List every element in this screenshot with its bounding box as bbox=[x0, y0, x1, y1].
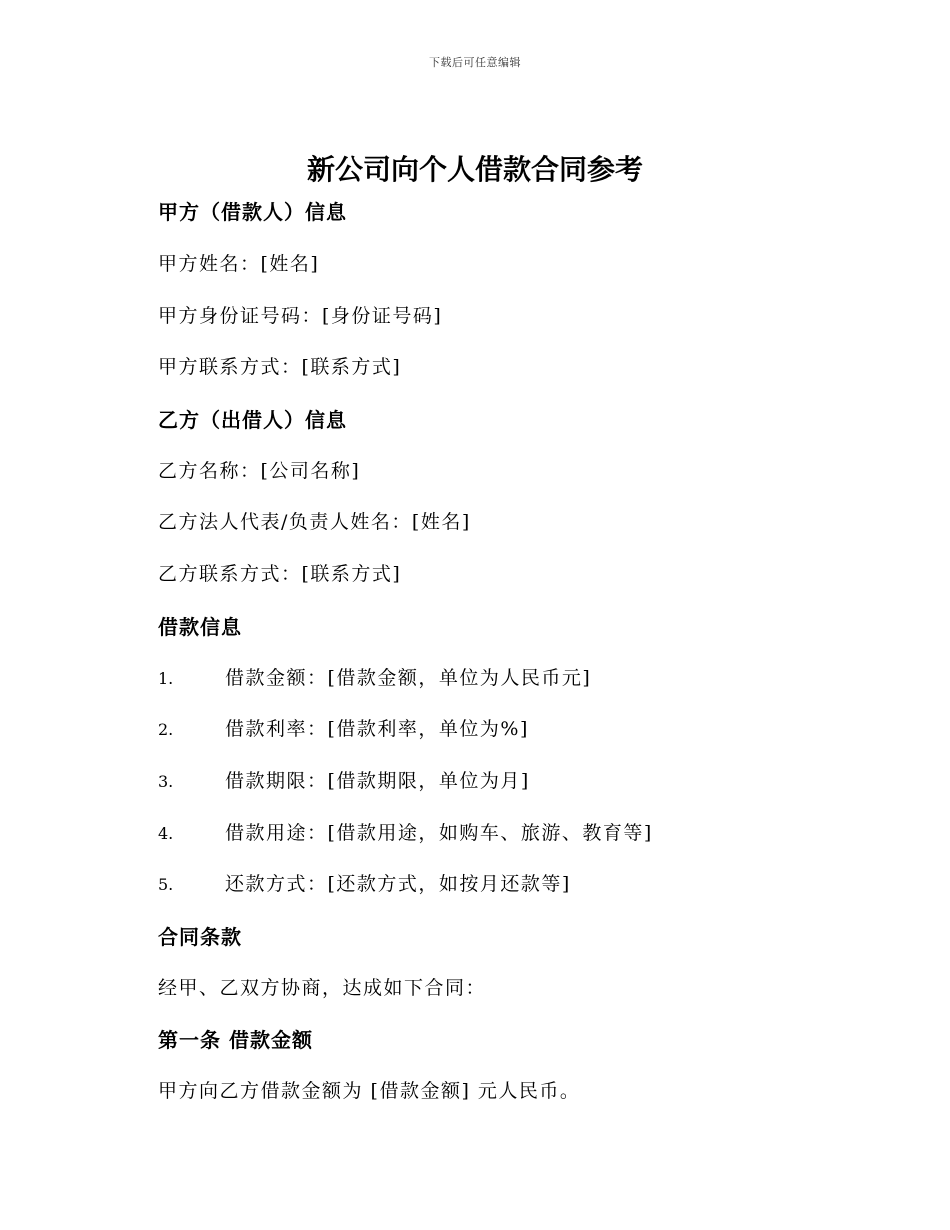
list-item bbox=[158, 869, 571, 896]
list-item-text: 借款期限：[借款期限，单位为月] bbox=[225, 770, 530, 792]
list-item-number: 3. bbox=[158, 772, 174, 791]
list-item bbox=[158, 663, 591, 690]
terms-heading: 合同条款 bbox=[158, 925, 242, 949]
list-item-number: 1. bbox=[158, 669, 174, 688]
party-b-contact: 乙方联系方式：[联系方式] bbox=[158, 563, 402, 585]
party-b-name: 乙方名称：[公司名称] bbox=[158, 460, 361, 482]
article-1-heading: 第一条 借款金额 bbox=[158, 1028, 313, 1052]
list-item-text: 借款金额：[借款金额，单位为人民币元] bbox=[225, 667, 592, 689]
list-item-number: 4. bbox=[158, 824, 174, 843]
list-item-text: 借款利率：[借款利率，单位为%] bbox=[225, 718, 529, 740]
party-a-id-number: 甲方身份证号码：[身份证号码] bbox=[158, 305, 443, 327]
article-1-text: 甲方向乙方借款金额为 [借款金额] 元人民币。 bbox=[158, 1080, 581, 1102]
list-item-number: 2. bbox=[158, 720, 174, 739]
party-b-heading: 乙方（出借人）信息 bbox=[158, 408, 347, 432]
list-item bbox=[158, 818, 653, 845]
party-a-name: 甲方姓名：[姓名] bbox=[158, 253, 320, 275]
list-item-text: 借款用途：[借款用途，如购车、旅游、教育等] bbox=[225, 822, 653, 844]
terms-intro: 经甲、乙双方协商，达成如下合同： bbox=[158, 977, 487, 999]
list-item bbox=[158, 766, 530, 793]
party-b-representative: 乙方法人代表/负责人姓名：[姓名] bbox=[158, 511, 471, 533]
list-item-text: 还款方式：[还款方式，如按月还款等] bbox=[225, 873, 571, 895]
document-title: 新公司向个人借款合同参考 bbox=[306, 153, 643, 186]
list-item bbox=[158, 714, 529, 741]
party-a-contact: 甲方联系方式：[联系方式] bbox=[158, 356, 402, 378]
list-item-number: 5. bbox=[158, 875, 174, 894]
party-a-heading: 甲方（借款人）信息 bbox=[158, 200, 347, 224]
header-note: 下载后可任意编辑 bbox=[429, 56, 521, 69]
loan-info-heading: 借款信息 bbox=[158, 615, 242, 639]
